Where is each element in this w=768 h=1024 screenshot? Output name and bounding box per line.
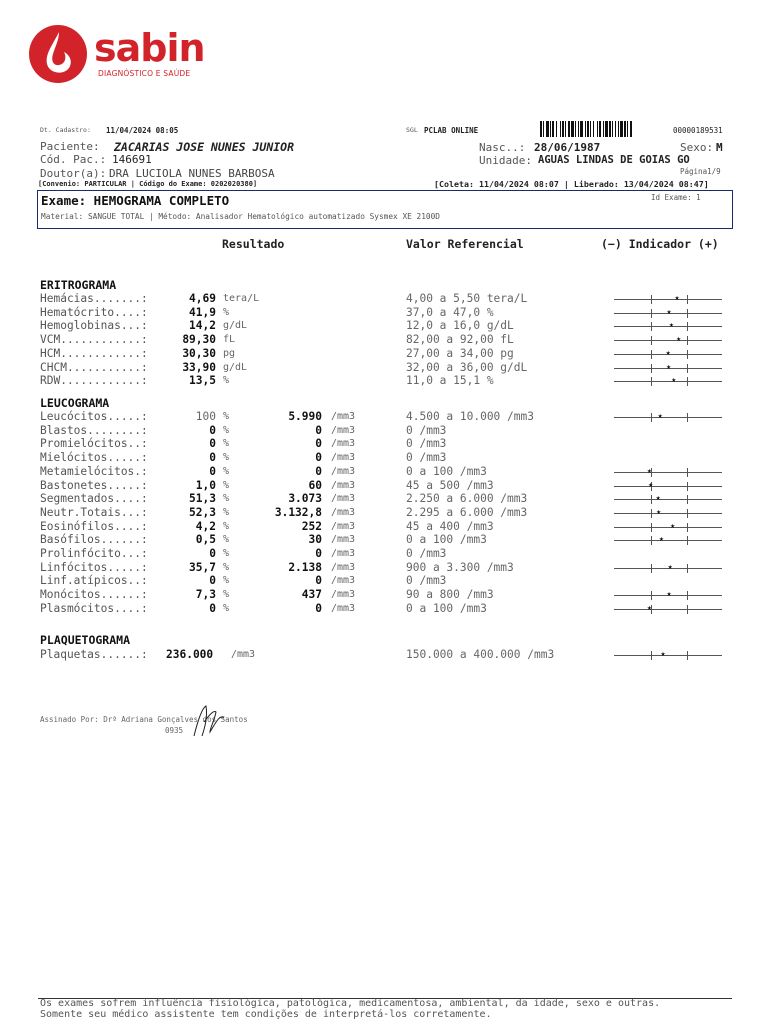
- indicator-star-icon: ★: [670, 520, 676, 530]
- row-label: Plasmócitos....:: [40, 601, 148, 615]
- indicator-star-icon: ★: [669, 320, 674, 330]
- row-label: HCM............:: [40, 346, 148, 360]
- row-absolute: 3.132,8: [274, 505, 322, 519]
- unidade-value: AGUAS LINDAS DE GOIAS GO: [538, 154, 690, 166]
- indicator-bar: [614, 494, 722, 504]
- row-absolute: 0: [315, 464, 322, 478]
- nasc-label: Nasc..:: [479, 141, 526, 154]
- row-label: RDW............:: [40, 374, 148, 388]
- row-absolute: 3.073: [288, 492, 322, 506]
- indicator-bar: [614, 412, 722, 422]
- indicator-bar: [614, 604, 722, 614]
- indicator-line: [614, 417, 722, 418]
- indicator-tick: [687, 509, 688, 518]
- row-absolute: 30: [308, 533, 322, 547]
- row-absolute: 0: [315, 451, 322, 465]
- nasc-value: 28/06/1987: [534, 141, 601, 154]
- row-percent-unit: %: [223, 548, 230, 559]
- row-unit: /mm3: [331, 548, 356, 559]
- indicator-tick: [651, 509, 652, 518]
- row-reference: 0 a 100 /mm3: [406, 533, 487, 547]
- row-unit: /mm3: [331, 424, 356, 436]
- indicator-line: [614, 499, 722, 500]
- indicator-tick: [651, 350, 652, 359]
- indicator-tick: [651, 309, 652, 318]
- row-label: Segmentados....:: [40, 492, 148, 506]
- sabin-logo: [28, 24, 205, 84]
- row-label: Blastos........:: [40, 423, 148, 437]
- indicator-tick: [687, 468, 688, 477]
- row-label: Promielócitos..:: [40, 437, 148, 451]
- row-percent: 0: [209, 601, 216, 615]
- indicator-tick: [651, 523, 652, 532]
- indicator-tick: [687, 322, 688, 331]
- row-percent-unit: %: [223, 589, 230, 601]
- sexo-value: M: [716, 141, 723, 154]
- footer-line-2: Somente seu médico assistente tem condições de interpretá-los corretamente.: [40, 1009, 492, 1020]
- row-value: 236.000: [166, 648, 214, 661]
- row-value: 30,30: [182, 346, 216, 360]
- indicator-tick: [687, 350, 688, 359]
- indicator-tick: [687, 605, 688, 614]
- row-reference: 0 /mm3: [406, 451, 447, 465]
- row-unit: /mm3: [231, 649, 256, 660]
- row-reference: 11,0 a 15,1 %: [406, 374, 494, 388]
- row-reference: 900 a 3.300 /mm3: [406, 560, 514, 574]
- row-percent: 51,3: [189, 492, 216, 506]
- indicator-star-icon: ★: [648, 479, 654, 489]
- row-unit: /mm3: [331, 479, 356, 491]
- row-unit: /mm3: [331, 534, 356, 546]
- row-value: 89,30: [182, 333, 216, 347]
- row-percent: 1,0: [195, 478, 216, 492]
- row-reference: 37,0 a 47,0 %: [406, 305, 494, 319]
- row-absolute: 0: [315, 423, 322, 437]
- col-indicador: (−) Indicador (+): [601, 237, 719, 251]
- indicator-bar: [614, 535, 722, 545]
- row-percent: 0: [209, 547, 216, 560]
- id-exame: Id Exame: 1: [651, 193, 701, 202]
- row-absolute: 252: [301, 519, 322, 533]
- indicator-bar: [614, 590, 722, 600]
- barcode-graphic: [540, 121, 665, 137]
- paciente-value: ZACARIAS JOSE NUNES JUNIOR: [114, 140, 295, 154]
- row-percent-unit: %: [223, 424, 230, 436]
- section-eritrograma: ERITROGRAMA: [40, 278, 117, 292]
- doutor-label: Doutor(a):: [40, 167, 107, 180]
- dt-cadastro-label: Dt. Cadastro:: [40, 126, 91, 134]
- indicator-tick: [687, 523, 688, 532]
- coleta-line: [Coleta: 11/04/2024 08:07 | Liberado: 13/04/2024 08:47]: [434, 179, 709, 189]
- row-reference: 45 a 400 /mm3: [406, 519, 494, 533]
- col-valor-referencial: Valor Referencial: [406, 237, 524, 251]
- indicator-star-icon: ★: [667, 561, 673, 571]
- row-unit: g/dL: [223, 361, 248, 373]
- indicator-tick: [651, 495, 652, 504]
- row-unit: /mm3: [331, 411, 356, 422]
- row-unit: pg: [223, 347, 236, 359]
- indicator-star-icon: ★: [655, 493, 661, 503]
- row-value: 41,9: [189, 305, 216, 319]
- indicator-tick: [687, 377, 688, 386]
- indicator-tick: [687, 309, 688, 318]
- row-reference: 0 /mm3: [406, 574, 447, 588]
- row-percent-unit: %: [223, 602, 230, 614]
- row-unit: /mm3: [331, 465, 356, 477]
- indicator-star-icon: ★: [656, 506, 662, 516]
- signature-code: 0935: [165, 726, 184, 735]
- row-absolute: 60: [308, 478, 322, 492]
- row-unit: %: [223, 375, 230, 387]
- pagina: Página1/9: [680, 167, 721, 176]
- paciente-label: Paciente:: [40, 140, 100, 153]
- row-percent: 0: [209, 451, 216, 465]
- cod-pac-value: 146691: [112, 153, 152, 166]
- row-reference: 0 a 100 /mm3: [406, 601, 487, 615]
- indicator-tick: [687, 651, 688, 660]
- row-unit: /mm3: [331, 506, 356, 518]
- row-reference: 27,00 a 34,00 pg: [406, 346, 514, 360]
- indicator-bar: [614, 650, 722, 660]
- exam-box: [37, 190, 733, 229]
- row-reference: 2.250 a 6.000 /mm3: [406, 492, 528, 506]
- sabin-drop-icon: [28, 24, 88, 84]
- indicator-line: [614, 340, 722, 341]
- indicator-line: [614, 540, 722, 541]
- indicator-bar: [614, 321, 722, 331]
- barcode-number: 00000189531: [673, 126, 723, 135]
- indicator-bar: [614, 308, 722, 318]
- row-value: 14,2: [189, 319, 216, 333]
- row-reference: 0 /mm3: [406, 547, 447, 560]
- indicator-star-icon: ★: [647, 602, 652, 612]
- row-value: 4,69: [189, 292, 216, 305]
- row-percent-unit: %: [223, 561, 230, 573]
- indicator-star-icon: ★: [671, 375, 677, 385]
- indicator-tick: [651, 651, 652, 660]
- sgl-label: SGL: [406, 126, 418, 134]
- indicator-tick: [651, 564, 652, 573]
- row-percent: 0: [209, 437, 216, 451]
- indicator-tick: [651, 364, 652, 373]
- indicator-tick: [687, 413, 688, 422]
- row-label: Plaquetas......:: [40, 648, 148, 661]
- row-reference: 2.295 a 6.000 /mm3: [406, 505, 528, 519]
- indicator-tick: [651, 322, 652, 331]
- row-reference: 32,00 a 36,00 g/dL: [406, 360, 528, 374]
- row-label: Mielócitos.....:: [40, 451, 148, 465]
- indicator-tick: [687, 295, 688, 304]
- row-reference: 150.000 a 400.000 /mm3: [406, 648, 555, 661]
- indicator-bar: [614, 363, 722, 373]
- row-percent-unit: %: [223, 438, 230, 450]
- row-percent: 0,5: [195, 533, 216, 547]
- row-percent-unit: %: [223, 575, 230, 587]
- indicator-bar: [614, 349, 722, 359]
- section-leucograma: LEUCOGRAMA: [40, 396, 110, 410]
- row-label: Linfócitos.....:: [40, 560, 148, 574]
- barcode: [540, 121, 665, 137]
- row-reference: 0 a 100 /mm3: [406, 464, 487, 478]
- row-percent: 0: [209, 423, 216, 437]
- exam-title: Exame: HEMOGRAMA COMPLETO: [41, 193, 230, 208]
- indicator-star-icon: ★: [666, 306, 672, 316]
- convenio-line: [Convenio: PARTICULAR | Código do Exame: 0202020380]: [38, 180, 258, 188]
- row-percent: 7,3: [195, 588, 216, 602]
- row-unit: /mm3: [331, 602, 356, 614]
- row-label: Eosinófilos....:: [40, 519, 148, 533]
- indicator-star-icon: ★: [657, 411, 663, 420]
- footer-line-1: Os exames sofrem influência fisiológica, patológica, medicamentosa, ambiental, da idade, sexo e outras.: [40, 998, 661, 1009]
- indicator-star-icon: ★: [666, 589, 672, 599]
- indicator-bar: [614, 481, 722, 491]
- indicator-tick: [687, 495, 688, 504]
- indicator-tick: [687, 564, 688, 573]
- row-percent-unit: %: [223, 493, 230, 505]
- indicator-line: [614, 513, 722, 514]
- row-absolute: 0: [315, 601, 322, 615]
- row-label: Prolinfócito...:: [40, 547, 148, 560]
- indicator-star-icon: ★: [665, 347, 671, 357]
- indicator-line: [614, 527, 722, 528]
- indicator-star-icon: ★: [647, 465, 652, 475]
- row-reference: 0 /mm3: [406, 437, 447, 451]
- row-reference: 82,00 a 92,00 fL: [406, 333, 514, 347]
- indicator-tick: [687, 482, 688, 491]
- row-percent: 52,3: [189, 505, 216, 519]
- row-unit: tera/L: [223, 293, 260, 304]
- indicator-bar: [614, 522, 722, 532]
- row-label: Linf.atípicos..:: [40, 574, 148, 588]
- indicator-star-icon: ★: [659, 534, 664, 544]
- indicator-line: [614, 655, 722, 656]
- row-unit: /mm3: [331, 493, 356, 505]
- row-unit: %: [223, 306, 230, 318]
- indicator-tick: [651, 336, 652, 345]
- indicator-bar: [614, 508, 722, 518]
- cod-pac-label: Cód. Pac.:: [40, 153, 107, 166]
- logo-tagline: DIAGNÓSTICO E SAÚDE: [98, 69, 191, 78]
- row-label: Leucócitos.....:: [40, 410, 148, 423]
- row-reference: 45 a 500 /mm3: [406, 478, 494, 492]
- row-label: Hematócrito....:: [40, 305, 148, 319]
- sexo-label: Sexo:: [680, 141, 714, 154]
- row-absolute: 5.990: [288, 410, 322, 423]
- row-percent: 4,2: [195, 519, 216, 533]
- row-unit: /mm3: [331, 438, 356, 450]
- logo-name: sabin: [94, 26, 205, 70]
- row-percent-unit: %: [223, 520, 230, 532]
- indicator-tick: [651, 591, 652, 600]
- indicator-bar: [614, 563, 722, 573]
- row-unit: /mm3: [331, 575, 356, 587]
- row-percent-unit: %: [223, 534, 230, 546]
- row-unit: /mm3: [331, 561, 356, 573]
- row-percent-unit: %: [223, 479, 230, 491]
- row-reference: 4,00 a 5,50 tera/L: [406, 292, 528, 305]
- indicator-star-icon: ★: [674, 293, 680, 302]
- row-percent-unit: %: [223, 506, 230, 518]
- row-absolute: 0: [315, 547, 322, 560]
- row-label: VCM............:: [40, 333, 148, 347]
- indicator-bar: [614, 467, 722, 477]
- indicator-tick: [651, 295, 652, 304]
- row-percent: 100: [195, 410, 216, 423]
- indicator-tick: [687, 536, 688, 545]
- row-reference: 4.500 a 10.000 /mm3: [406, 410, 534, 423]
- row-unit: /mm3: [331, 452, 356, 464]
- indicator-bar: [614, 294, 722, 304]
- row-reference: 90 a 800 /mm3: [406, 588, 494, 602]
- row-value: 33,90: [182, 360, 216, 374]
- unidade-label: Unidade:: [479, 154, 532, 167]
- row-percent-unit: %: [223, 452, 230, 464]
- row-percent: 0: [209, 574, 216, 588]
- row-percent: 35,7: [189, 560, 216, 574]
- signature-scribble-icon: [190, 700, 230, 740]
- dt-cadastro-value: 11/04/2024 08:05: [106, 126, 179, 135]
- indicator-line: [614, 326, 722, 327]
- indicator-line: [614, 609, 722, 610]
- row-label: CHCM...........:: [40, 360, 148, 374]
- row-unit: /mm3: [331, 589, 356, 601]
- row-label: Basófilos......:: [40, 533, 148, 547]
- row-label: Neutr.Totais...:: [40, 505, 148, 519]
- row-unit: fL: [223, 334, 236, 346]
- indicator-line: [614, 381, 722, 382]
- row-label: Hemácias.......:: [40, 292, 148, 305]
- row-reference: 12,0 a 16,0 g/dL: [406, 319, 514, 333]
- row-percent-unit: %: [223, 411, 230, 422]
- col-resultado: Resultado: [222, 237, 285, 251]
- indicator-star-icon: ★: [676, 334, 682, 344]
- row-absolute: 437: [301, 588, 322, 602]
- exam-material: Material: SANGUE TOTAL | Método: Analisador Hematológico automatizado Sysmex XE 2100D: [41, 212, 441, 221]
- indicator-star-icon: ★: [660, 649, 666, 658]
- indicator-line: [614, 299, 722, 300]
- row-reference: 0 /mm3: [406, 423, 447, 437]
- indicator-tick: [651, 377, 652, 386]
- row-unit: g/dL: [223, 320, 248, 332]
- row-absolute: 0: [315, 574, 322, 588]
- row-unit: /mm3: [331, 520, 356, 532]
- row-percent: 0: [209, 464, 216, 478]
- row-value: 13,5: [189, 374, 216, 388]
- row-label: Bastonetes.....:: [40, 478, 148, 492]
- doutor-value: DRA LUCIOLA NUNES BARBOSA: [109, 167, 275, 180]
- row-absolute: 0: [315, 437, 322, 451]
- section-plaquetograma: PLAQUETOGRAMA: [40, 633, 131, 647]
- row-label: Metamielócitos.:: [40, 464, 148, 478]
- signature-text: Assinado Por: Drª Adriana Gonçalves dos Santos: [40, 715, 248, 724]
- row-label: Monócitos......:: [40, 588, 148, 602]
- indicator-tick: [687, 591, 688, 600]
- indicator-bar: [614, 376, 722, 386]
- indicator-tick: [687, 364, 688, 373]
- indicator-tick: [687, 336, 688, 345]
- indicator-line: [614, 472, 722, 473]
- indicator-star-icon: ★: [666, 361, 672, 371]
- sgl-value: PCLAB ONLINE: [424, 126, 479, 135]
- indicator-bar: [614, 335, 722, 345]
- row-absolute: 2.138: [288, 560, 322, 574]
- indicator-tick: [651, 413, 652, 422]
- row-label: Hemoglobinas...:: [40, 319, 148, 333]
- row-percent-unit: %: [223, 465, 230, 477]
- indicator-line: [614, 486, 722, 487]
- indicator-tick: [651, 536, 652, 545]
